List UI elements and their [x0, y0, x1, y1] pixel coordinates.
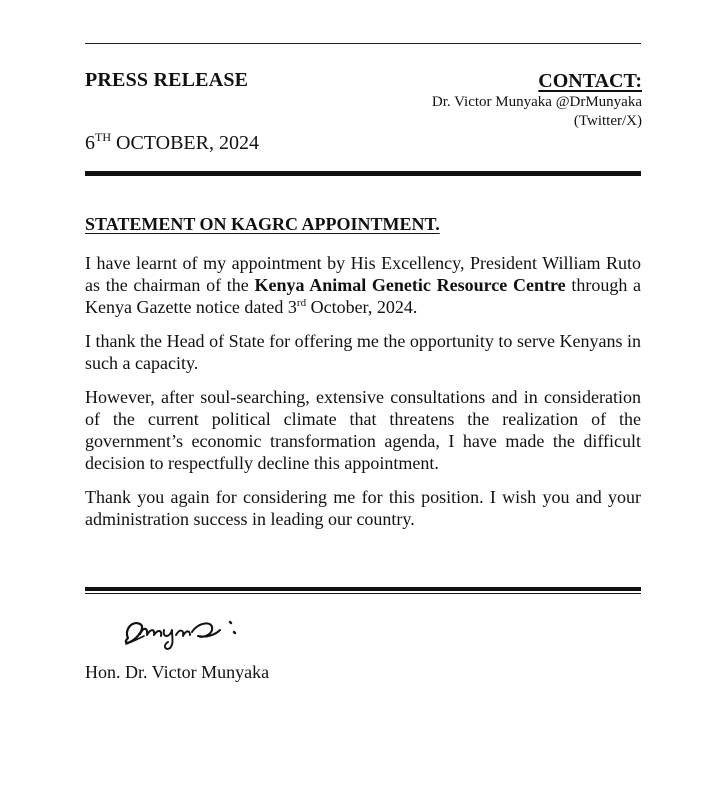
paragraph-decline: However, after soul-searching, extensive consultations and in consideration of the current political climate that threatens the realization of the government’s economic transformation agenda, I have made the difficult decision to respectfully decline this appointment. — [85, 387, 641, 473]
p1-date-suffix: rd — [296, 297, 307, 309]
signer-name: Hon. Dr. Victor Munyaka — [85, 662, 270, 682]
header-divider — [85, 171, 641, 176]
footer-divider-thin — [85, 593, 641, 594]
contact-platform: (Twitter/X) — [573, 113, 642, 129]
release-date — [85, 132, 259, 155]
paragraph-closing: Thank you again for considering me for this position. I wish you and your administration success in leading our country. — [85, 487, 641, 529]
organization-name: Kenya Animal Genetic Resource Centre — [254, 275, 566, 295]
date-month-year: OCTOBER, 2024 — [111, 132, 259, 154]
contact-title: CONTACT: — [538, 70, 642, 92]
date-day: 6 — [85, 132, 95, 154]
p1-text-b: through a Kenya Gazette notice dated 3 — [85, 275, 642, 317]
p1-text-c: October, 2024. — [306, 297, 418, 317]
contact-name: Dr. Victor Munyaka @DrMunyaka — [431, 94, 642, 110]
press-release-heading: PRESS RELEASE — [85, 69, 249, 91]
footer-divider-thick — [85, 587, 641, 591]
paragraph-thanks: I thank the Head of State for offering me the opportunity to serve Kenyans in such a capacity. — [85, 331, 641, 373]
signature-image — [118, 608, 248, 654]
contact-block — [432, 69, 642, 131]
top-rule — [85, 43, 641, 44]
statement-title: STATEMENT ON KAGRC APPOINTMENT. — [85, 214, 440, 234]
p1-text-a: I have learnt of my appointment by His Excellency, President William Ruto as the chairman of the — [85, 253, 641, 295]
date-suffix: TH — [95, 130, 111, 144]
statement-body — [85, 252, 641, 542]
paragraph-appointment — [85, 252, 641, 318]
